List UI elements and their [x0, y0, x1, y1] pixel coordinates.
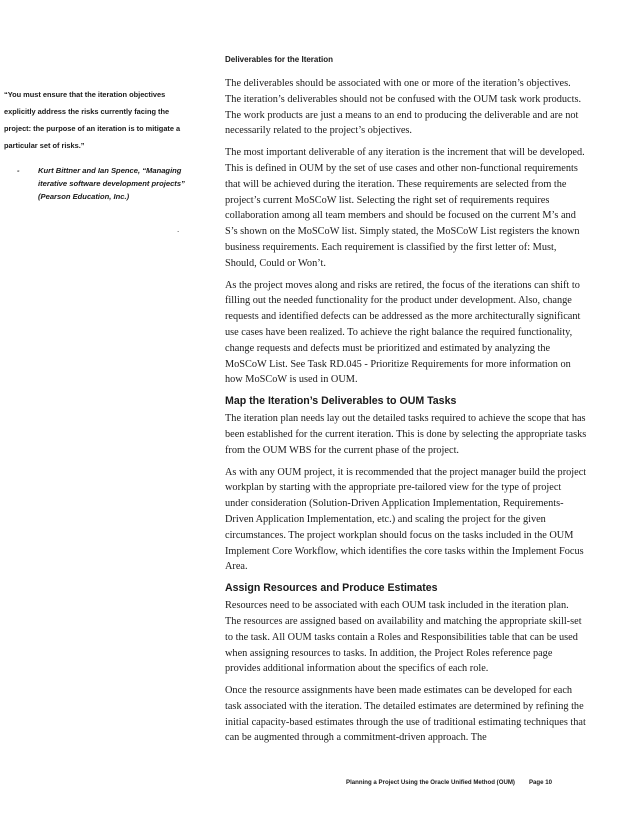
main-content: [225, 54, 587, 752]
deliverables-paragraph: As the project moves along and risks are retired, the focus of the iterations can shift to filling out the needed functionality for the product under development. Also, change requests and identified defects can be addressed as the more architecturally significant use cases have been realized. To achieve the right balance the required functionality, change requests and defects must be prioritized and estimated by analyzing the MoSCoW List. See Task RD.045 - Prioritize Requirements for more information on how MoSCoW is used in OUM.: [225, 279, 581, 386]
map-paragraph: As with any OUM project, it is recommended that the project manager build the project workplan by starting with the appropriate pre-tailored view for the type of project under consideration (Solution-Driven Application Implementation, Requirements-Driven Application Implementation, etc.) and scaling the project for the given circumstances. The project workplan should focus on the tasks included in the OUM Implement Core Workflow, which identifies the core tasks within the Implement Focus Area.: [225, 466, 587, 573]
citation-dash: -: [17, 166, 20, 175]
sidebar-stray-dot: .: [177, 225, 180, 234]
deliverables-heading: Deliverables for the Iteration: [225, 55, 334, 64]
page-number: Page 10: [528, 779, 552, 786]
deliverables-paragraph: The most important deliverable of any iteration is the increment that will be developed. This is defined in OUM by the set of use cases and other non-functional requirements that will be achieved during the iteration. These requirements are selected from the project’s current MoSCoW list. Selecting the right set of requirements requires collaboration among all team members and should be focused on the current M’s and S’s shown on the MoSCoW list. Simply stated, the MoSCoW List registers the known business requirements. Each requirement is classified by the first letter of: Must, Should, Could or Won’t.: [225, 147, 585, 269]
footer-title: Planning a Project Using the Oracle Unified Method (OUM): [346, 779, 515, 786]
assign-paragraph: Once the resource assignments have been made estimates can be developed for each task associated with the iteration. The detailed estimates are determined by refining the initial capacity-based estimates through the use of traditional estimating techniques that can be augmented through a commitment-driven approach. The: [225, 685, 586, 744]
quote-citation: Kurt Bittner and Ian Spence, “Managing iterative software development projects” (Pearson Education, Inc.): [38, 166, 185, 201]
map-deliverables-heading: Map the Iteration’s Deliverables to OUM Tasks: [225, 395, 457, 408]
assign-resources-heading: Assign Resources and Produce Estimates: [225, 582, 438, 595]
sidebar-quote: “You must ensure that the iteration objectives explicitly address the risks currently facing the project: the purpose of an iteration is to mitigate a particular set of risks.”: [4, 90, 181, 150]
page-footer: [346, 779, 552, 787]
sidebar-quote-box: [4, 86, 186, 203]
deliverables-paragraph: The deliverables should be associated with one or more of the iteration’s objectives. The iteration’s deliverables should not be confused with the OUM task work products. The work products are just a means to an end to producing the deliverable and are not necessarily related to the project’s objectives.: [225, 78, 582, 137]
assign-paragraph: Resources need to be associated with each OUM task included in the iteration plan. The resources are assigned based on availability and matching the appropriate skill-set to the task. All OUM tasks contain a Roles and Responsibilities table that can be used when assigning resources to tasks. In addition, the Project Roles reference page provides additional information about the specifics of each role.: [225, 600, 582, 675]
quote-citation-item: [17, 164, 188, 203]
map-paragraph: The iteration plan needs lay out the detailed tasks required to achieve the scope that has been established for the current iteration. This is done by selecting the appropriate tasks from the OUM WBS for the current phase of the project.: [225, 413, 587, 456]
